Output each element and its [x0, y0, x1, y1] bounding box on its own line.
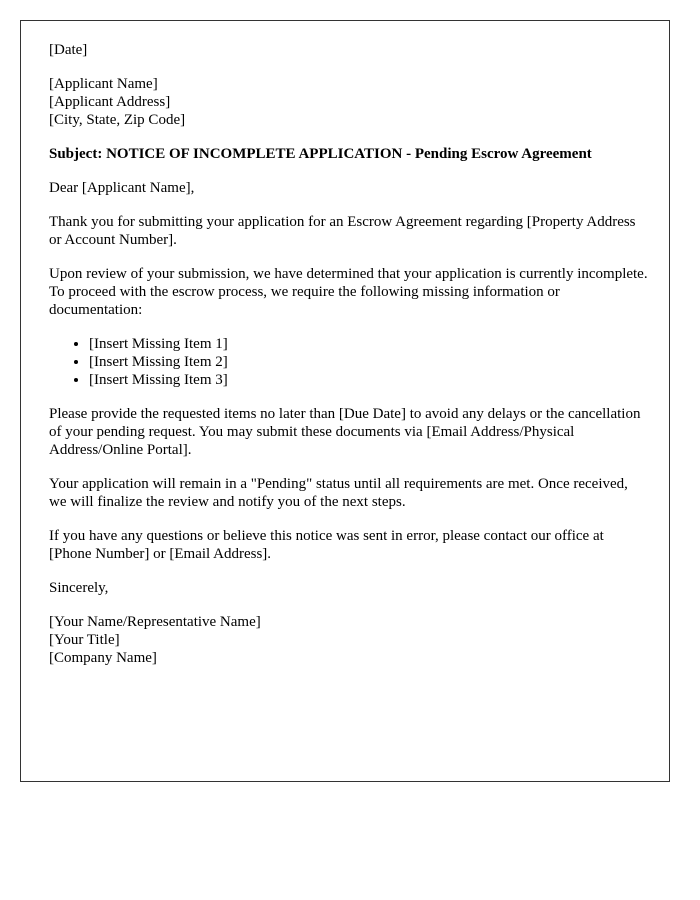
recipient-address: [Applicant Address] — [49, 94, 171, 110]
status-paragraph: Your application will remain in a "Pending" status until all requirements are met. Once received, we will finalize the review and notify you of the next steps. — [49, 476, 628, 510]
missing-items-list — [49, 335, 649, 389]
signature-block — [49, 613, 649, 667]
missing-item: • [Insert Missing Item 3] — [89, 371, 649, 389]
recipient-name: [Applicant Name] — [49, 76, 158, 92]
missing-item: • [Insert Missing Item 2] — [89, 353, 649, 371]
signature-name: [Your Name/Representative Name] — [49, 614, 261, 630]
closing: Sincerely, — [49, 580, 109, 596]
recipient-block — [49, 75, 649, 129]
recipient-city-state-zip: [City, State, Zip Code] — [49, 112, 186, 128]
letter-document — [20, 20, 670, 782]
letter-subject: Subject: NOTICE OF INCOMPLETE APPLICATION - Pending Escrow Agreement — [49, 146, 592, 162]
letter-date: [Date] — [49, 42, 88, 58]
intro-paragraph: Thank you for submitting your application for an Escrow Agreement regarding [Property Address or Account Number]. — [49, 214, 636, 248]
contact-paragraph: If you have any questions or believe this notice was sent in error, please contact our office at [Phone Number] or [Email Address]. — [49, 528, 604, 562]
signature-title: [Your Title] — [49, 632, 120, 648]
missing-item: • [Insert Missing Item 1] — [89, 335, 649, 353]
deadline-paragraph: Please provide the requested items no later than [Due Date] to avoid any delays or the cancellation of your pending request. You may submit these documents via [Email Address/Physical Address/Online Portal]. — [49, 406, 641, 458]
review-paragraph: Upon review of your submission, we have determined that your application is currently incomplete. To proceed with the escrow process, we require the following missing information or documentation: — [49, 266, 648, 318]
signature-company: [Company Name] — [49, 650, 157, 666]
salutation: Dear [Applicant Name], — [49, 180, 195, 196]
